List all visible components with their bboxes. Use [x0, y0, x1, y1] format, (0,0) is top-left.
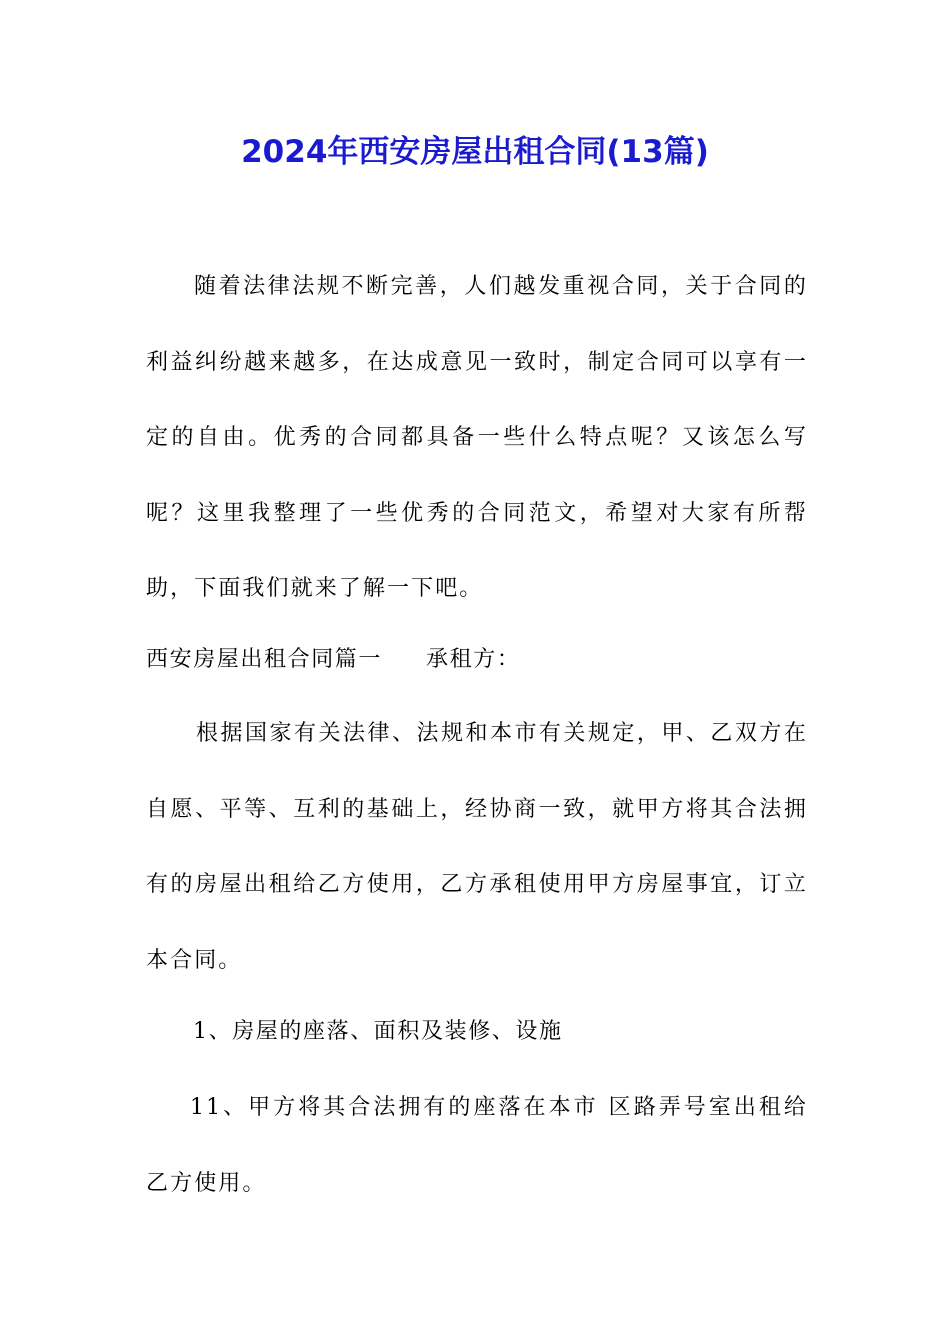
section-title: 西安房屋出租合同篇一: [146, 647, 383, 672]
section-heading: [146, 640, 520, 680]
section-paragraph: 根据国家有关法律、法规和本市有关规定，甲、乙双方在自愿、平等、互利的基础上，经协商一致，就甲方将其合法拥有的房屋出租给乙方使用，乙方承租使用甲方房屋事宜，订立本合同。: [146, 721, 808, 973]
intro-paragraph: 随着法律法规不断完善，人们越发重视合同，关于合同的利益纠纷越来越多，在达成意见一致时，制定合同可以享有一定的自由。优秀的合同都具备一些什么特点呢？又该怎么写呢？这里我整理了一些优秀的合同范文，希望对大家有所帮助，下面我们就来了解一下吧。: [146, 274, 808, 601]
clause-paragraph: 11、甲方将其合法拥有的座落在本市 区路弄号室出租给乙方使用。: [146, 1095, 808, 1196]
section-party-label: 承租方：: [426, 647, 521, 672]
document-title: 2024年西安房屋出租合同(13篇): [241, 134, 709, 170]
clause-heading: 1、房屋的座落、面积及装修、设施: [193, 1019, 563, 1044]
